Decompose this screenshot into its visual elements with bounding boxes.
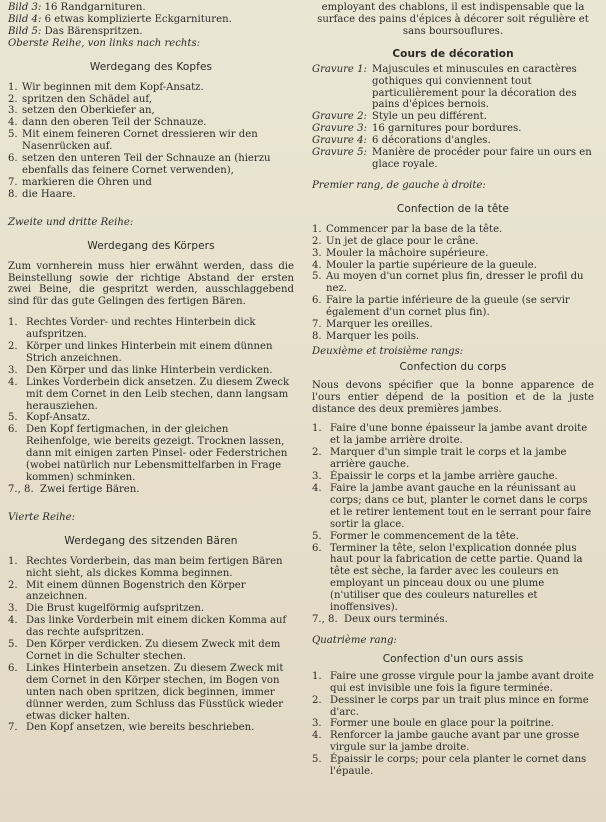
list-item: 4. Das linke Vorderbein mit einem dicken Komma auf das rechte aufspritzen. [8,615,287,639]
list-item: 3. Die Brust kugelförmig aufspritzen. [8,603,205,615]
list-item: 2. Körper und linkes Hinterbein mit einem dünnen Strich anzeichnen. [8,341,273,364]
row-intro: Premier rang, de gauche à droite: [312,179,486,191]
row-intro: Deuxième et troisième rangs: [312,345,464,357]
section-heading-body: Confection du corps [399,360,507,373]
list-item: 1. Faire une grosse virgule pour la jambe avant droite qui est invisible une fois la figure terminée. [312,670,594,694]
list-item: 1. Rechtes Vorderbein, das man beim fertigen Bären nicht sieht, als dickes Komma beginnen. [8,555,283,579]
bild-line: Bild 3: 16 Randgarnituren. [8,2,146,13]
bild-list [8,2,294,38]
list-item: 5. Kopf-Ansatz. [8,412,91,424]
list-item: 2. Un jet de glace pour le crâne. [312,235,479,247]
list-item: 7. Marquer les oreilles. [312,319,433,331]
list-item: 3. Mouler la mâchoire supérieure. [312,247,489,259]
body-steps-list [8,317,294,496]
section-heading-head: Werdegang des Kopfes [89,60,213,73]
list-item: 3. Épaissir le corps et la jambe arrière gauche. [312,471,558,483]
gravure-item: Gravure 5: Manière de procéder pour faire un ours en glace royale. [312,147,592,170]
list-item: 1. Rechtes Vorder- und rechtes Hinterbein dick aufspritzen. [8,317,256,341]
german-column [8,0,294,734]
list-item: 5. Mit einem feineren Cornet dressieren wir den Nasenrücken auf. [8,129,258,153]
gravure-item: Gravure 1: Majuscules et minuscules en caractères gothiques qui conviennent tout particulièrement pour la décoration des pains d'épices bernois. [312,63,577,111]
list-item: 2. Mit einem dünnen Bogenstrich den Körper anzeichnen. [8,579,246,603]
row-intro: Zweite und dritte Reihe: [8,216,134,228]
list-item: 5. Au moyen d'un cornet plus fin, dresser le profil du nez. [312,271,584,295]
list-item: 4. Renforcer la jambe gauche avant par une grosse virgule sur la jambe droite. [312,730,580,754]
body-paragraph: Nous devons spécifier que la bonne apparence de l'ours entier dépend de la position et de la juste distance des deux premières jambes. [312,379,594,415]
body-steps-list [312,423,594,625]
row-intro: Quatrième rang: [312,634,397,646]
bild-line: Bild 4: 6 etwas komplizierte Eckgarnituren. [8,13,232,25]
list-item: 6. setzen den unteren Teil der Schnauze an (hierzu ebenfalls das feinere Cornet verwenden), [8,153,271,176]
list-item: 5. Den Körper verdicken. Zu diesem Zweck mit dem Cornet in die Schulter stechen. [8,639,281,662]
gravure-item: Gravure 2: Style un peu différent. [312,111,487,123]
list-item: 6. Faire la partie inférieure de la gueule (se servir également d'un cornet plus fin). [312,295,570,319]
sitting-steps-list [312,671,594,778]
head-steps-list [8,82,294,201]
bild-line: Bild 5: Das Bärenspritzen. [8,25,143,37]
list-item: 7. Den Kopf ansetzen, wie bereits beschrieben. [8,722,255,734]
gravure-item: Gravure 4: 6 décorations d'angles. [312,135,491,147]
list-item: 1. Faire d'une bonne épaisseur la jambe avant droite et la jambe arrière droite. [312,423,588,447]
list-item: 1. Commencer par la base de la tête. [312,223,503,235]
list-item: 2. Marquer d'un simple trait le corps et la jambe arrière gauche. [312,447,567,471]
list-item: 8. Marquer les poils. [312,330,420,342]
section-heading-head: Confection de la tête [396,202,510,215]
intro-paragraph: employant des chablons, il est indispensable que la surface des pains d'épices à décorer soit régulière et sans boursouflures. [317,2,589,37]
head-steps-list [312,224,594,343]
list-item: 3. setzen den Oberkiefer an, [8,105,155,117]
french-column [312,0,594,778]
list-item: 3. Den Körper und das linke Hinterbein verdicken. [8,364,273,376]
list-item: 5. Épaissir le corps; pour cela planter le cornet dans l'épaule. [312,754,587,778]
body-paragraph: Zum vornherein muss hier erwähnt werden, dass die Beinstellung sowie der richtige Abstand der ersten zwei Beine, die gespritzt werden, ausschlaggebend sind für das gute Gelingen des fertigen Bären. [8,260,294,308]
section-heading-sitting: Confection d'un ours assis [382,652,524,665]
list-item: 6. Linkes Hinterbein ansetzen. Zu diesem Zweck mit dem Cornet in den Körper stechen, im Bogen von unten nach oben spritzen, dick beginnen, immer dünner werden, zum Schluss das Füsstück wieder etwas dicker halten. [8,662,284,722]
list-item: 7., 8. Zwei fertige Bären. [8,483,140,495]
section-heading-sitting: Werdegang des sitzenden Bären [64,534,238,547]
list-item: 6. Terminer la tête, selon l'explication donnée plus haut pour la fabrication de cette partie. Quand la tête est sèche, la farder avec les couleurs en employant un pinceau doux ou une plume (n'utiliser que des couleurs naturelles et inoffensives). [312,542,583,614]
list-item: 4. Linkes Vorderbein dick ansetzen. Zu diesem Zweck mit dem Cornet in den Leib stechen, dann langsam herausziehen. [8,376,290,412]
list-item: 3. Former une boule en glace pour la poitrine. [312,718,554,730]
section-heading-decor: Cours de décoration [392,47,514,60]
list-item: 2. spritzen den Schädel auf, [8,93,152,105]
sitting-steps-list [8,556,294,735]
list-item: 7., 8. Deux ours terminés. [312,613,448,625]
list-item: 2. Dessiner le corps par un trait plus mince en forme d'arc. [312,694,589,718]
list-item: 4. Mouler la partie supérieure de la gueule. [312,259,537,271]
row-intro: Oberste Reihe, von links nach rechts: [8,37,201,49]
list-item: 8. die Haare. [8,188,76,200]
row-intro: Vierte Reihe: [8,511,76,523]
gravure-item: Gravure 3: 16 garnitures pour bordures. [312,123,522,135]
list-item: 7. markieren die Ohren und [8,176,152,188]
list-item: 1. Wir beginnen mit dem Kopf-Ansatz. [8,81,204,93]
section-heading-body: Werdegang des Körpers [87,239,215,252]
list-item: 4. dann den oberen Teil der Schnauze. [8,117,207,129]
list-item: 6. Den Kopf fertigmachen, in der gleichen Reihenfolge, wie bereits gezeigt. Trocknen lassen, dann mit einigen zarten Pinsel- oder Federstrichen (wobei natürlich nur Lebensmittelfarben in Frage kommen) schminken. [8,424,288,483]
list-item: 4. Faire la jambe avant gauche en la réunissant au corps; dans ce but, planter le cornet dans le corps et le retirer lentement tout en le serrant pour faire sortir la glace. [312,483,592,530]
list-item: 5. Former le commencement de la tête. [312,530,519,542]
gravure-list [312,64,594,171]
